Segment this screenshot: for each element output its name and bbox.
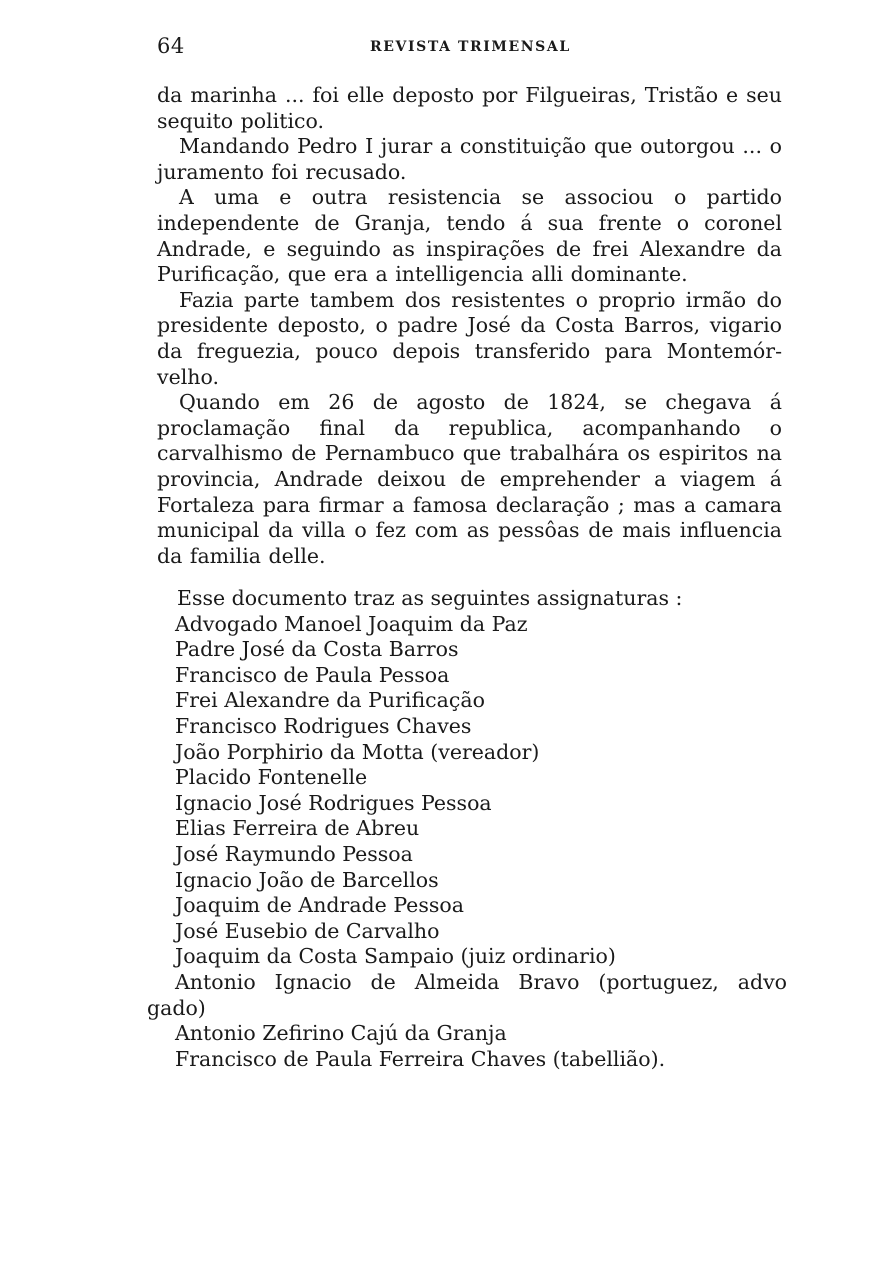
page-number: 64 [157, 34, 185, 58]
signature-name: José Eusebio de Carvalho [175, 918, 440, 943]
signature-name: Placido Fontenelle [175, 765, 368, 790]
signature-intro: Esse documento traz as seguintes assignaturas : [177, 586, 683, 610]
signature-name: João Porphirio da Motta (vereador) [175, 739, 540, 764]
signature-name: Advogado Manoel Joaquim da Paz [175, 611, 528, 636]
signature-name: Francisco de Paula Ferreira Chaves (tabellião). [175, 1046, 666, 1071]
signature-name: Francisco de Paula Pessoa [175, 662, 450, 687]
signature-list [147, 612, 787, 1073]
signature-name: José Raymundo Pessoa [175, 841, 413, 866]
paragraph-4: Fazia parte tambem dos resistentes o proprio irmão do presidente deposto, o padre José da Costa Barros, vigario da freguezia, pouco depois transferido para Montemór-velho. [157, 287, 782, 389]
signature-name: Ignacio João de Barcellos [175, 867, 439, 892]
signature-name: Joaquim da Costa Sampaio (juiz ordinario) [175, 944, 616, 969]
paragraph-2: Mandando Pedro I jurar a constituição que outorgou ... o juramento foi recusado. [157, 134, 782, 184]
signature-name: Padre José da Costa Barros [175, 637, 459, 662]
paragraph-3: A uma e outra resistencia se associou o partido independente de Granja, tendo á sua frente o coronel Andrade, e seguindo as inspirações de frei Alexandre da Purificação, que era a intelligencia alli dominante. [157, 185, 782, 287]
signature-name-line-1: Antonio Ignacio de Almeida Bravo (portuguez, advo [175, 969, 787, 994]
signature-name: Francisco Rodrigues Chaves [175, 713, 472, 738]
signature-name: Joaquim de Andrade Pessoa [175, 893, 464, 918]
signature-name: Ignacio José Rodrigues Pessoa [175, 790, 492, 815]
page-header [157, 34, 782, 60]
signature-name: Elias Ferreira de Abreu [175, 816, 420, 841]
signature-list-section [147, 586, 787, 1072]
paragraph-5: Quando em 26 de agosto de 1824, se chegava á proclamação final da republica, acompanhando o carvalhismo de Pernambuco que trabalhára os espiritos na provincia, Andrade deixou de emprehender a viagem á Fortaleza para firmar a famosa declaração ; mas a camara municipal da villa o fez com as pessôas de mais influencia da familia delle. [157, 390, 782, 568]
signature-name: Frei Alexandre da Purificação [175, 688, 485, 713]
paragraph-1: da marinha ... foi elle deposto por Filgueiras, Tristão e seu sequito politico. [157, 83, 782, 133]
body-text [157, 83, 782, 569]
signature-name: Antonio Zefirino Cajú da Granja [175, 1021, 507, 1046]
signature-name-wrapped [147, 970, 787, 1021]
signature-name-line-2: gado) [147, 995, 206, 1020]
running-head: REVISTA TRIMENSAL [370, 39, 571, 55]
